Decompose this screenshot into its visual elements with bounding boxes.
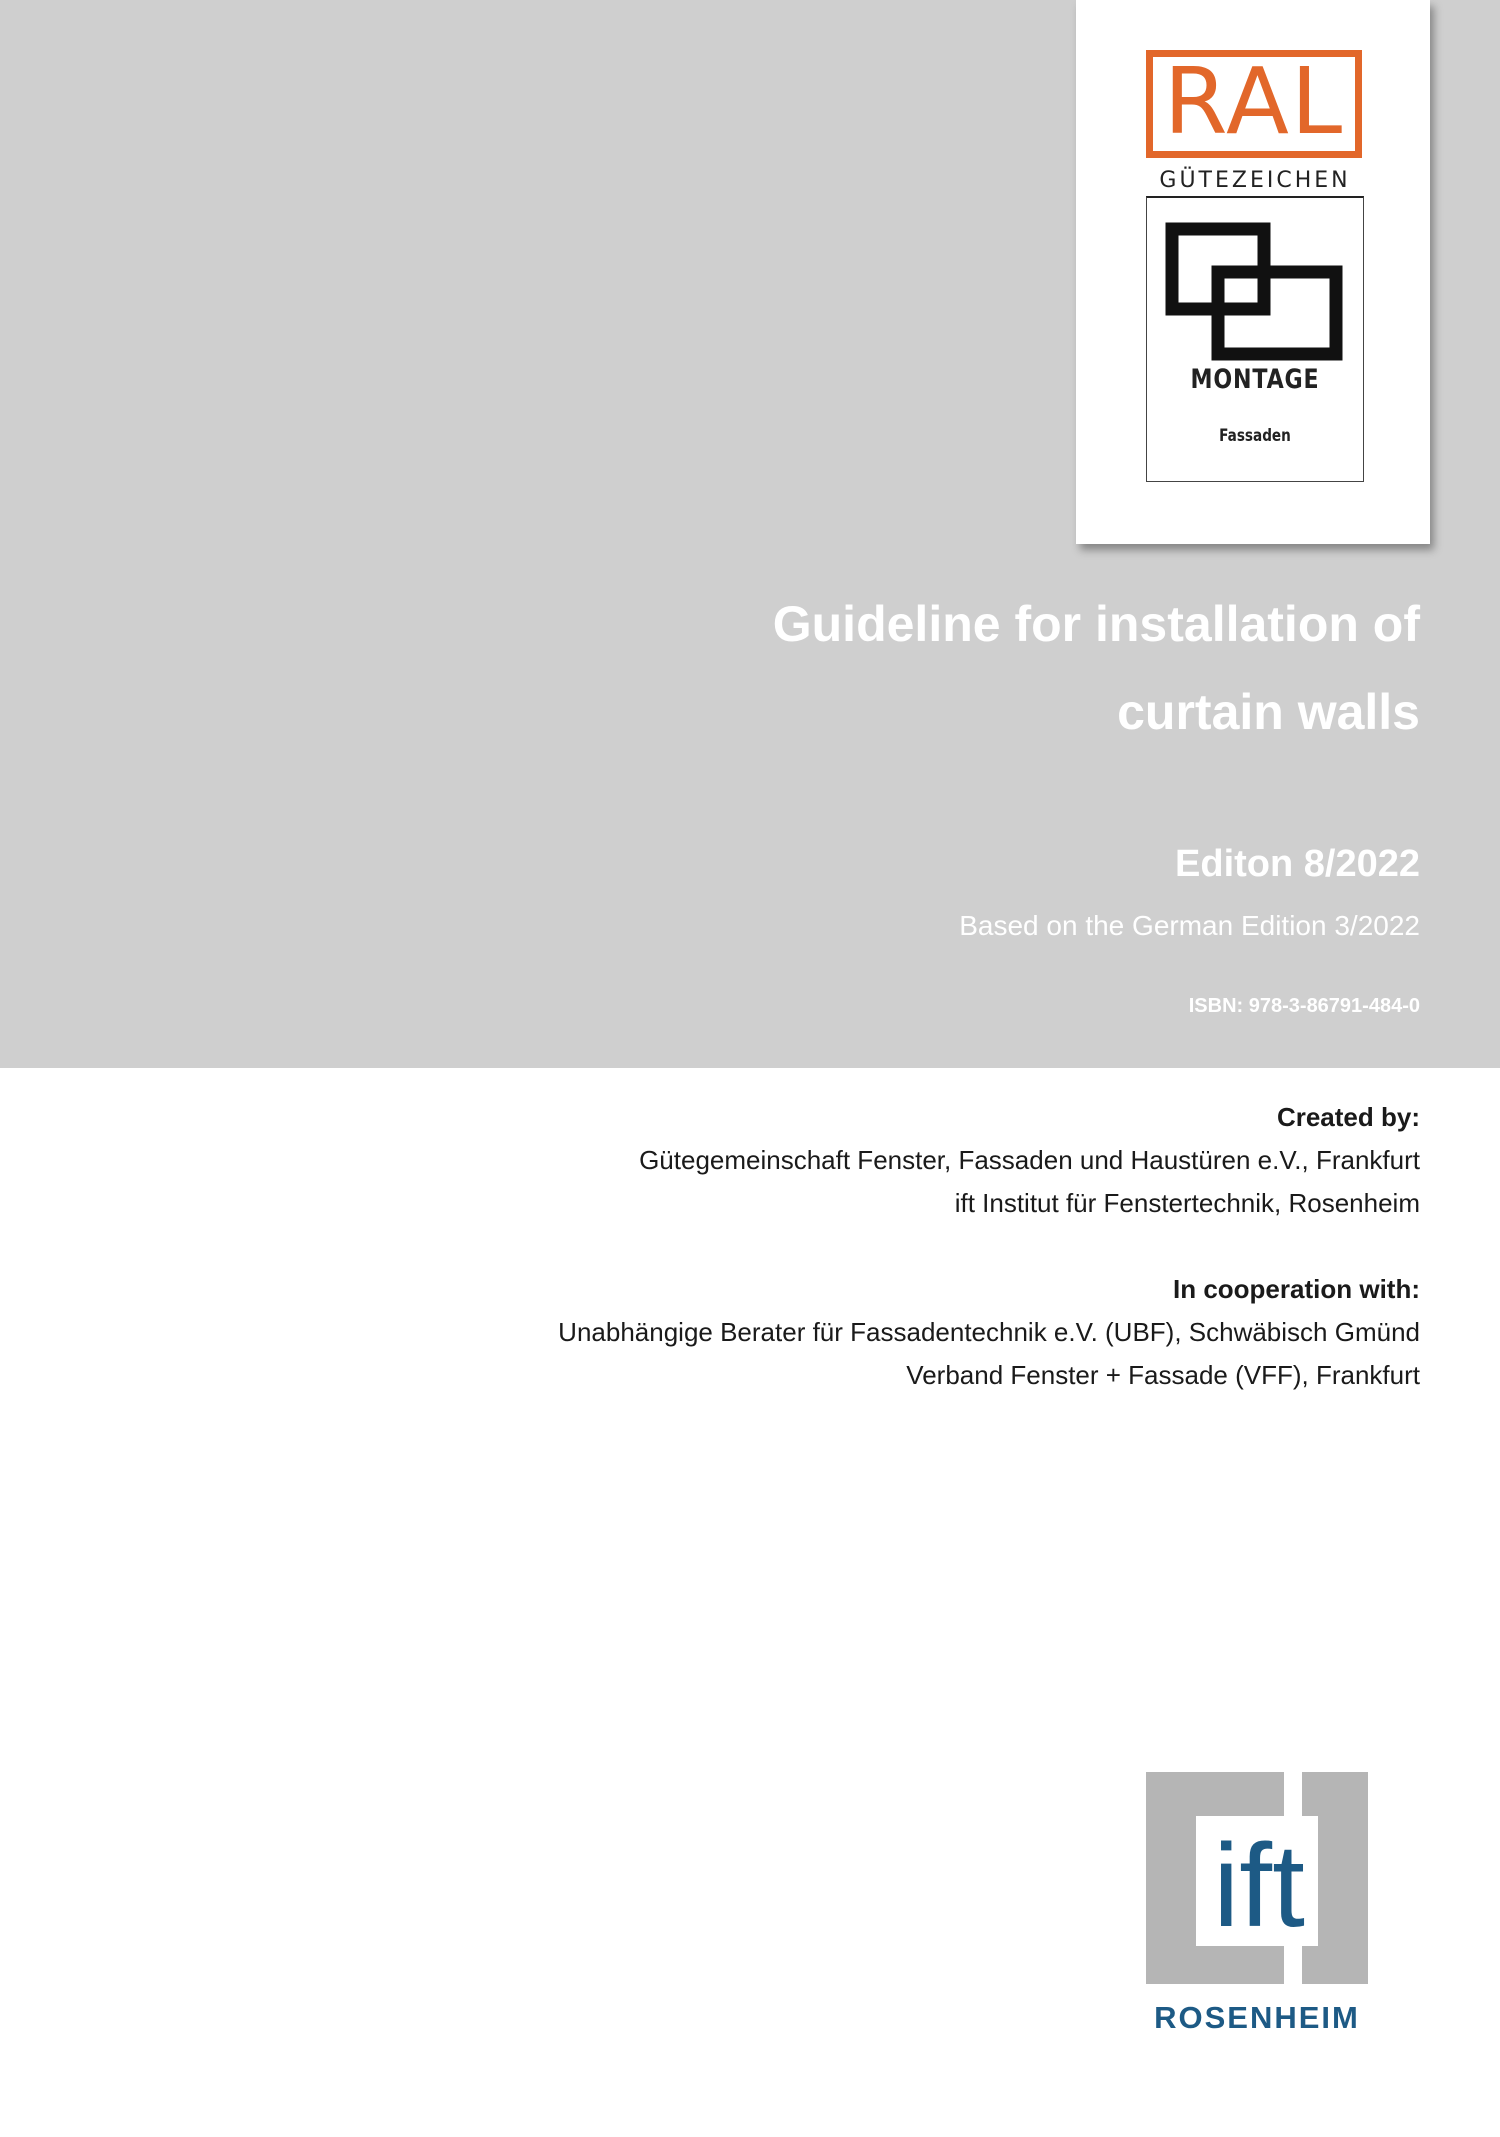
guetezeichen-label: GÜTEZEICHEN [1159, 168, 1351, 193]
credit-line: Gütegemeinschaft Fenster, Fassaden und Haustüren e.V., Frankfurt [639, 1145, 1420, 1175]
montage-box [1146, 196, 1364, 482]
title-line: Guideline for installation of [772, 596, 1420, 652]
fassaden-label: Fassaden [1219, 426, 1291, 446]
credit-line: ift Institut für Fenstertechnik, Rosenheim [954, 1188, 1420, 1218]
created-by-heading: Created by: [1276, 1102, 1420, 1132]
cooperation-section [320, 1268, 1420, 1397]
ift-logo-text: ift [1213, 1820, 1305, 1952]
cooperation-heading: In cooperation with: [1173, 1274, 1420, 1304]
edition-label: Editon 8/2022 [1175, 843, 1420, 885]
created-by-section [320, 1096, 1420, 1225]
ral-logo-frame [1146, 50, 1362, 158]
credit-line: Unabhängige Berater für Fassadentechnik e.V. (UBF), Schwäbisch Gmünd [558, 1317, 1420, 1347]
based-on-label: Based on the German Edition 3/2022 [959, 910, 1420, 941]
document-title [520, 580, 1420, 756]
ift-logo-city: ROSENHEIM [1154, 2000, 1360, 2035]
credit-line: Verband Fenster + Fassade (VFF), Frankfurt [906, 1360, 1420, 1390]
ral-logo-text: RAL [1163, 48, 1345, 155]
montage-label: MONTAGE [1190, 364, 1320, 395]
ral-guetezeichen-badge [1076, 0, 1430, 544]
window-frames-icon [1165, 222, 1345, 362]
ift-logo [1146, 1772, 1368, 2038]
title-line: curtain walls [1117, 684, 1420, 740]
isbn-label: ISBN: 978-3-86791-484-0 [1188, 995, 1420, 1017]
